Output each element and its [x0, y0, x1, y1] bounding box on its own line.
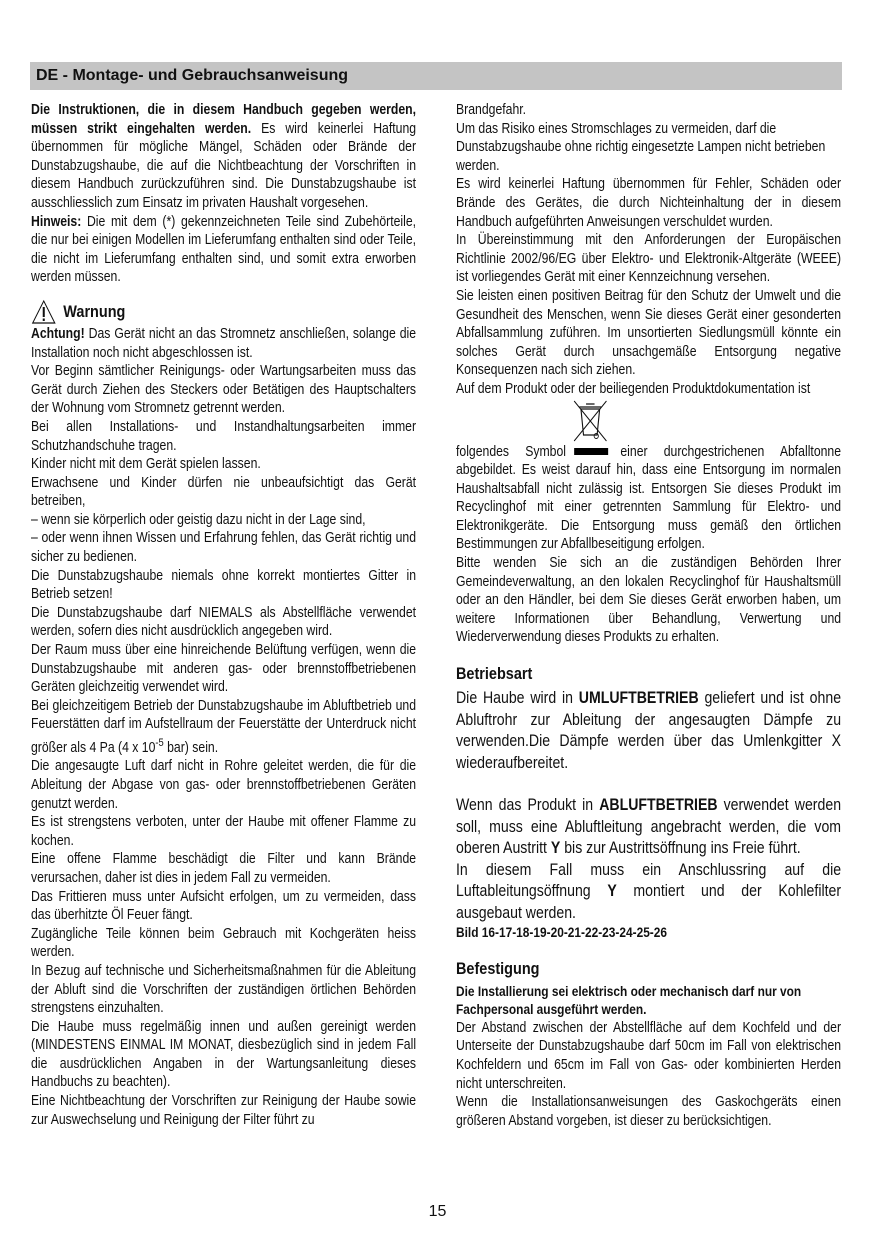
paragraph: Wenn die Installationsanweisungen des Gaskochgeräts einen größeren Abstand vorgeben, ist dieser zu berücksichtigen.	[456, 1094, 842, 1129]
paragraph: Eine Nichtbeachtung der Vorschriften zur Reinigung der Haube sowie zur Auswechselung und Reinigung der Filter führt zu	[31, 1093, 417, 1128]
paragraph: In Übereinstimmung mit den Anforderungen der Europäischen Richtlinie 2002/96/EG über Elektro- und Elektronik-Altgeräte (WEEE) ist vorliegendes Gerät mit einer Kennzeichnung versehen.	[456, 232, 842, 286]
text: Die Haube wird in	[456, 688, 579, 708]
figure-reference: Bild 16-17-18-19-20-21-22-23-24-25-26	[456, 924, 668, 941]
paragraph: Es ist strengstens verboten, unter der Haube mit offener Flamme zu kochen.	[31, 814, 417, 849]
paragraph: Der Raum muss über eine hinreichende Belüftung verfügen, wenn die Dunstabzugshaube mit anderen gas- oder brennstoffbetriebenen Geräten gleichzeitig verwendet wird.	[31, 642, 417, 696]
paragraph: Es wird keinerlei Haftung übernommen für Fehler, Schäden oder Brände des Gerätes, die durch Nichteinhaltung der in diesem Handbuch aufgeführten Anweisungen verschuldet wurden.	[456, 176, 842, 230]
paragraph: Kinder nicht mit dem Gerät spielen lassen.	[31, 456, 261, 473]
hinweis-text: Die mit dem (*) gekennzeichneten Teile sind Zubehörteile, die nur bei einigen Modellen im Lieferumfang enthalten sind oder Teile, die nicht im Lieferumfang enthalten sind, und somit extra erworben werden müssen.	[31, 213, 417, 286]
paragraph: Zugängliche Teile können beim Gebrauch mit Kochgeräten heiss werden.	[31, 925, 417, 961]
betriebsart-heading: Betriebsart	[456, 664, 533, 684]
paragraph: – wenn sie körperlich oder geistig dazu nicht in der Lage sind,	[31, 511, 366, 528]
paragraph: Die angesaugte Luft darf nicht in Rohre geleitet werden, die für die Ableitung der Abgase von gas- oder brennstoffbetriebenen Geräten genutzt werden.	[31, 758, 417, 812]
paragraph: In Bezug auf technische und Sicherheitsmaßnahmen für die Ableitung der Abluft sind die Vorschriften der zuständigen örtlichen Behörden strengstens einzuhalten.	[31, 962, 417, 1017]
warning-title: Warnung	[63, 301, 126, 321]
text: bis zur Austrittsöffnung ins Freie führt.	[560, 838, 801, 858]
symbol-paragraph	[456, 443, 841, 555]
paragraph: Vor Beginn sämtlicher Reinigungs- oder Wartungsarbeiten muss das Gerät durch Ziehen des Steckers oder Betätigen des Hauptschalters der Wohnung vom Stromnetz getrennt werden.	[31, 363, 417, 417]
crossed-bin-icon	[569, 399, 612, 443]
paragraph: werden.	[456, 157, 500, 174]
pressure-text-end: bar) sein.	[163, 739, 219, 756]
text: geliefert und ist ohne Abluftrohr zur Ableitung der angesaugten Dämpfe zu verwenden.Die Dämpfe werden über das Umlenkgitter X wiederaufbereitet.	[456, 688, 842, 772]
label-y: Y	[607, 881, 617, 901]
intro-paragraph	[31, 101, 416, 213]
pressure-paragraph	[31, 697, 416, 758]
text: Wenn das Produkt in	[456, 795, 600, 815]
paragraph: Dunstabzugshaube ohne richtig eingesetzte Lampen nicht betrieben	[456, 139, 826, 156]
paragraph: Die Haube muss regelmäßig innen und außen gereinigt werden (MINDESTENS EINMAL IM MONAT, diesbezüglich sind in jedem Fall die ausdrücklichen Angaben in der Wartungsanleitung dieses Handbuchs zu beachten).	[31, 1018, 417, 1091]
befestigung-heading: Befestigung	[456, 958, 540, 978]
page-number: 15	[428, 1203, 447, 1220]
anschluss-paragraph	[456, 859, 841, 924]
hinweis-paragraph	[31, 213, 416, 287]
paragraph: Der Abstand zwischen der Abstellfläche auf dem Kochfeld und der Unterseite der Dunstabzugshaube darf 50cm im Fall von elektrischen Kochfeldern und 65cm im Fall von Gas- oder kombinierten Herden nicht unterschreiten.	[456, 1019, 842, 1092]
label-y: Y	[550, 838, 561, 858]
paragraph: Erwachsene und Kinder dürfen nie unbeaufsichtigt das Gerät betreiben,	[31, 474, 417, 510]
paragraph: Auf dem Produkt oder der beiliegenden Produktdokumentation ist	[456, 380, 811, 397]
text: verwendet werden soll, muss eine Abluftleitung angebracht werden, die vom oberen Austritt	[456, 795, 842, 858]
text: In diesem Fall muss ein Anschlussring auf die Luftableitungsöffnung	[456, 859, 842, 901]
paragraph: Brandgefahr.	[456, 102, 527, 118]
paragraph: Bei allen Installations- und Instandhaltungsarbeiten immer Schutzhandschuhe tragen.	[31, 418, 417, 454]
symbol-text: folgendes Symbol	[456, 443, 566, 460]
achtung-paragraph	[31, 325, 416, 362]
paragraph: Sie leisten einen positiven Beitrag für den Schutz der Umwelt und die Gesundheit des Menschen, wenn Sie dieses Gerät einer gesonderten Abfallsammlung zuführen. Im unsortierten Siedlungsmüll könnte ein solches Gerät durch unsachgemäße Entsorgung negative Konsequenzen nach sich ziehen.	[456, 287, 842, 379]
exponent: -5	[155, 737, 164, 749]
section-header	[30, 62, 842, 90]
left-column	[31, 101, 416, 1129]
paragraph: Um das Risiko eines Stromschlages zu vermeiden, darf die	[456, 120, 777, 137]
paragraph: Die Dunstabzugshaube niemals ohne korrekt montiertes Gitter in Betrieb setzen!	[31, 567, 417, 603]
bin-underline-bar-icon	[574, 448, 608, 455]
paragraph: Bitte wenden Sie sich an die zuständigen Behörden Ihrer Gemeindeverwaltung, an den lokalen Recyclinghof für Haushaltsmüll oder an den Händler, bei dem Sie dieses Gerät erworben haben, um weitere Informationen über Behandlung, Verwertung und Wiederverwendung dieses Produkts zu erhalten.	[456, 555, 842, 646]
achtung-label: Achtung!	[31, 325, 85, 342]
paragraph: – oder wenn ihnen Wissen und Erfahrung fehlen, das Gerät richtig und sicher zu bedienen.	[31, 530, 417, 566]
paragraph: Eine offene Flamme beschädigt die Filter und kann Brände verursachen, daher ist dies in jedem Fall zu vermeiden.	[31, 851, 417, 886]
umluft-paragraph	[456, 687, 841, 773]
warning-triangle-icon	[31, 299, 57, 325]
paragraph: Das Frittieren muss unter Aufsicht erfolgen, um zu vermeiden, dass das überhitzte Öl Feuer fängt.	[31, 888, 417, 924]
paragraph: Die Dunstabzugshaube darf NIEMALS als Abstellfläche verwendet werden, sofern dies nicht ausdrücklich angegeben wird.	[31, 604, 417, 640]
umluft-bold: UMLUFTBETRIEB	[578, 688, 699, 708]
abluft-paragraph	[456, 794, 841, 859]
abluft-bold: ABLUFTBETRIEB	[599, 795, 718, 815]
achtung-text: Das Gerät nicht an das Stromnetz anschließen, solange die Installation noch nicht abgeschlossen ist.	[31, 325, 417, 361]
warning-heading	[31, 299, 416, 325]
hinweis-label: Hinweis:	[31, 213, 82, 230]
befestigung-subtitle: Die Installierung sei elektrisch oder mechanisch darf nur von Fachpersonal ausgeführt werden.	[456, 982, 802, 1018]
symbol-text-end: einer durchgestrichenen Abfalltonne abgebildet. Es weist darauf hin, dass eine Entsorgung im normalen Haushaltsabfall nicht zulässig ist. Entsorgen Sie dieses Produkt im Recyclinghof mit einer getrennten Sammlung für Elektro- und Elektronikgeräte. Die Entsorgung muss gemäß den örtlichen Bestimmungen zur Abfallbeseitigung erfolgen.	[456, 443, 842, 553]
weee-symbol	[456, 399, 841, 443]
section-title: DE - Montage- und Gebrauchsanweisung	[36, 67, 349, 84]
pressure-text: Bei gleichzeitigem Betrieb der Dunstabzugshaube im Abluftbetrieb und Feuerstätten darf im Aufstellraum der Feuerstätte der Unterdruck nicht größer als 4 Pa (4 x 10	[31, 697, 417, 756]
text: montiert und der Kohlefilter ausgebaut werden.	[456, 881, 842, 922]
right-column	[456, 101, 841, 1130]
intro-bold: Die Instruktionen, die in diesem Handbuch gegeben werden, müssen strikt eingehalten werden.	[31, 102, 417, 137]
intro-text: Es wird keinerlei Haftung übernommen für mögliche Mängel, Schäden oder Brände der Dunstabzugshaube, die auf die Nichtbeachtung der Vorschriften in diesem Handbuch zurückzuführen sind. Die Dunstabzugshaube ist ausschliesslich zum Einsatz im privaten Haushalt vorgesehen.	[31, 120, 417, 211]
